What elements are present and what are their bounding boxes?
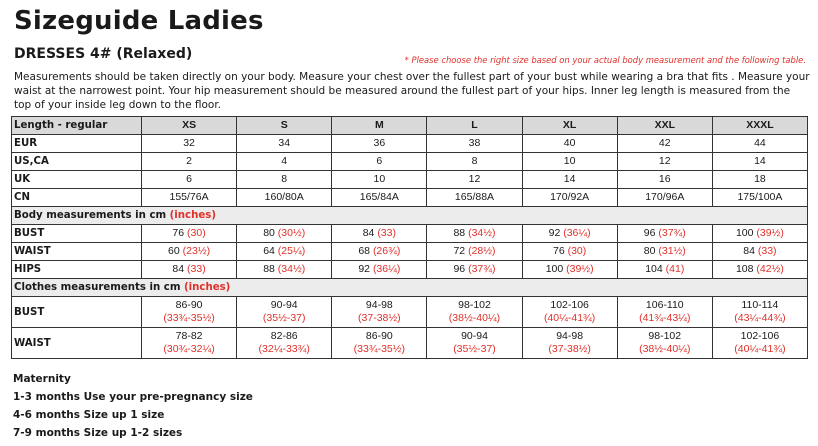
table-cell bbox=[617, 225, 712, 243]
table-cell bbox=[617, 328, 712, 359]
size-header: M bbox=[332, 117, 427, 135]
inch-value: (32¼-33¾) bbox=[258, 343, 310, 355]
table-row bbox=[12, 171, 808, 189]
table-cell: 4 bbox=[237, 153, 332, 171]
cm-value: 78-82 bbox=[175, 330, 203, 342]
cm-value: 98-102 bbox=[458, 299, 491, 311]
table-row bbox=[12, 328, 808, 359]
table-cell bbox=[712, 225, 807, 243]
table-cell: 38 bbox=[427, 135, 522, 153]
inch-value: (33¾-35½) bbox=[353, 343, 406, 355]
cm-value: 92 bbox=[358, 263, 371, 275]
table-cell: 165/84A bbox=[332, 189, 427, 207]
row-label: WAIST bbox=[12, 328, 142, 359]
cm-value: 110-114 bbox=[741, 299, 779, 311]
row-label: CN bbox=[12, 189, 142, 207]
cm-value: 84 bbox=[362, 227, 375, 239]
table-row bbox=[12, 135, 808, 153]
cm-value: 88 bbox=[453, 227, 466, 239]
product-subtitle: DRESSES 4# (Relaxed) bbox=[14, 46, 193, 62]
table-cell bbox=[142, 297, 237, 328]
table-cell bbox=[332, 243, 427, 261]
inch-value: (35½-37) bbox=[453, 343, 496, 355]
cm-value: 80 bbox=[643, 245, 656, 257]
table-cell bbox=[712, 328, 807, 359]
table-cell: 42 bbox=[617, 135, 712, 153]
table-cell: 160/80A bbox=[237, 189, 332, 207]
table-cell bbox=[427, 328, 522, 359]
cm-value: 76 bbox=[552, 245, 565, 257]
inch-value: (40¼-41¾) bbox=[543, 312, 596, 324]
table-cell bbox=[237, 243, 332, 261]
row-label: BUST bbox=[12, 297, 142, 328]
inch-value: (37¾) bbox=[658, 227, 686, 239]
size-header: XS bbox=[142, 117, 237, 135]
table-cell: 8 bbox=[237, 171, 332, 189]
row-label: UK bbox=[12, 171, 142, 189]
size-header: XXXL bbox=[712, 117, 807, 135]
table-cell bbox=[237, 328, 332, 359]
table-cell bbox=[522, 243, 617, 261]
table-cell bbox=[427, 297, 522, 328]
size-header: L bbox=[427, 117, 522, 135]
row-label: Length - regular bbox=[12, 117, 142, 135]
inch-value: (33) bbox=[187, 263, 206, 275]
table-cell: 2 bbox=[142, 153, 237, 171]
table-cell bbox=[617, 297, 712, 328]
table-cell bbox=[142, 261, 237, 279]
section-label: Clothes measurements in cm bbox=[14, 282, 185, 293]
table-cell bbox=[332, 297, 427, 328]
table-cell: 12 bbox=[617, 153, 712, 171]
table-cell: 170/92A bbox=[522, 189, 617, 207]
table-cell bbox=[712, 297, 807, 328]
cm-value: 100 bbox=[545, 263, 564, 275]
cm-value: 108 bbox=[735, 263, 754, 275]
table-cell bbox=[712, 243, 807, 261]
inch-value: (36¼) bbox=[372, 263, 401, 275]
table-cell: 40 bbox=[522, 135, 617, 153]
section-heading bbox=[12, 279, 808, 297]
table-row bbox=[12, 189, 808, 207]
maternity-section bbox=[13, 370, 253, 442]
inch-value: (25¼) bbox=[277, 245, 306, 257]
maternity-line: 7-9 months Size up 1-2 sizes bbox=[13, 427, 183, 439]
inch-value: (30) bbox=[567, 245, 587, 257]
inch-value: (42½) bbox=[756, 263, 784, 275]
table-cell bbox=[427, 225, 522, 243]
inch-value: (38½-40¼) bbox=[639, 343, 691, 355]
cm-value: 96 bbox=[453, 263, 466, 275]
table-cell bbox=[522, 225, 617, 243]
section-row bbox=[12, 207, 808, 225]
inch-value: (38½-40¼) bbox=[448, 312, 501, 324]
table-cell bbox=[427, 261, 522, 279]
inch-value: (37-38½) bbox=[548, 343, 591, 355]
maternity-line: 4-6 months Size up 1 size bbox=[13, 409, 165, 421]
inch-value: (37-38½) bbox=[358, 312, 401, 324]
section-unit: (inches) bbox=[169, 210, 216, 221]
table-cell: 34 bbox=[237, 135, 332, 153]
table-cell bbox=[142, 225, 237, 243]
table-cell: 170/96A bbox=[617, 189, 712, 207]
inch-value: (33) bbox=[377, 227, 396, 239]
inch-value: (31½) bbox=[658, 245, 686, 257]
table-cell bbox=[427, 243, 522, 261]
table-row bbox=[12, 297, 808, 328]
cm-value: 84 bbox=[743, 245, 755, 257]
inch-value: (41) bbox=[665, 263, 685, 275]
table-cell bbox=[617, 261, 712, 279]
inch-value: (39½) bbox=[756, 227, 784, 239]
size-table bbox=[11, 116, 808, 359]
table-cell bbox=[237, 225, 332, 243]
cm-value: 72 bbox=[453, 245, 466, 257]
inch-value: (23½) bbox=[182, 245, 211, 257]
row-label: HIPS bbox=[12, 261, 142, 279]
inch-value: (30½) bbox=[277, 227, 306, 239]
section-unit: (inches) bbox=[184, 282, 231, 293]
table-cell: 16 bbox=[617, 171, 712, 189]
inch-value: (33) bbox=[757, 245, 777, 257]
cm-value: 90-94 bbox=[461, 330, 488, 342]
table-cell bbox=[142, 328, 237, 359]
size-note: * Please choose the right size based on your actual body measurement and the following table. bbox=[404, 55, 806, 65]
table-cell bbox=[237, 297, 332, 328]
table-row bbox=[12, 243, 808, 261]
cm-value: 82-86 bbox=[270, 330, 298, 342]
table-row bbox=[12, 225, 808, 243]
page-title: Sizeguide Ladies bbox=[14, 6, 264, 36]
table-cell bbox=[142, 243, 237, 261]
inch-value: (36¼) bbox=[563, 227, 591, 239]
cm-value: 94-98 bbox=[556, 330, 584, 342]
cm-value: 94-98 bbox=[365, 299, 393, 311]
row-label: BUST bbox=[12, 225, 142, 243]
cm-value: 68 bbox=[358, 245, 371, 257]
table-cell: 165/88A bbox=[427, 189, 522, 207]
table-cell: 155/76A bbox=[142, 189, 237, 207]
table-cell bbox=[617, 243, 712, 261]
cm-value: 88 bbox=[263, 263, 275, 275]
section-row bbox=[12, 279, 808, 297]
table-cell: 6 bbox=[142, 171, 237, 189]
cm-value: 102-106 bbox=[550, 299, 589, 311]
table-cell: 14 bbox=[522, 171, 617, 189]
table-row bbox=[12, 261, 808, 279]
table-cell: 6 bbox=[332, 153, 427, 171]
table-cell bbox=[522, 261, 617, 279]
maternity-line: 1-3 months Use your pre-pregnancy size bbox=[13, 391, 253, 403]
cm-value: 84 bbox=[172, 263, 185, 275]
cm-value: 96 bbox=[643, 227, 656, 239]
table-cell bbox=[522, 328, 617, 359]
row-label: WAIST bbox=[12, 243, 142, 261]
row-label: US,CA bbox=[12, 153, 142, 171]
table-cell bbox=[332, 261, 427, 279]
size-header: XL bbox=[522, 117, 617, 135]
cm-value: 86-90 bbox=[175, 299, 203, 311]
table-cell: 10 bbox=[332, 171, 427, 189]
table-cell bbox=[712, 261, 807, 279]
inch-value: (30¾-32¼) bbox=[163, 343, 215, 355]
inch-value: (35½-37) bbox=[262, 312, 306, 324]
cm-value: 90-94 bbox=[270, 299, 298, 311]
table-cell bbox=[237, 261, 332, 279]
table-cell: 8 bbox=[427, 153, 522, 171]
size-header: S bbox=[237, 117, 332, 135]
inch-value: (40¼-41¾) bbox=[734, 343, 786, 355]
table-cell: 12 bbox=[427, 171, 522, 189]
table-cell bbox=[332, 225, 427, 243]
inch-value: (33¾-35½) bbox=[163, 312, 215, 324]
cm-value: 104 bbox=[645, 263, 663, 275]
inch-value: (34½) bbox=[468, 227, 496, 239]
cm-value: 98-102 bbox=[648, 330, 682, 342]
table-cell: 44 bbox=[712, 135, 807, 153]
size-header: XXL bbox=[617, 117, 712, 135]
cm-value: 60 bbox=[168, 245, 180, 257]
inch-value: (30) bbox=[187, 227, 206, 239]
cm-value: 80 bbox=[263, 227, 275, 239]
cm-value: 64 bbox=[263, 245, 275, 257]
inch-value: (41¾-43¼) bbox=[639, 312, 691, 324]
table-cell: 18 bbox=[712, 171, 807, 189]
table-cell: 175/100A bbox=[712, 189, 807, 207]
table-cell: 32 bbox=[142, 135, 237, 153]
inch-value: (37¾) bbox=[468, 263, 496, 275]
table-cell: 14 bbox=[712, 153, 807, 171]
cm-value: 76 bbox=[172, 227, 185, 239]
cm-value: 100 bbox=[735, 227, 754, 239]
table-row bbox=[12, 153, 808, 171]
inch-value: (26¾) bbox=[372, 245, 401, 257]
table-cell bbox=[332, 328, 427, 359]
maternity-title: Maternity bbox=[13, 373, 71, 385]
cm-value: 106-110 bbox=[645, 299, 684, 311]
table-cell: 10 bbox=[522, 153, 617, 171]
section-heading bbox=[12, 207, 808, 225]
inch-value: (43¼-44¾) bbox=[734, 312, 786, 324]
inch-value: (39½) bbox=[566, 263, 594, 275]
intro-text: Measurements should be taken directly on your body. Measure your chest over the fullest part of your bust while wearing a bra that fits . Measure your waist at the narrowest point. Your hip measurement should be measured around the fullest part of your hips. Inner leg length is measured from the top of your inside leg down to the floor. bbox=[14, 71, 810, 111]
row-label: EUR bbox=[12, 135, 142, 153]
table-header-row bbox=[12, 117, 808, 135]
cm-value: 102-106 bbox=[740, 330, 780, 342]
table-cell bbox=[522, 297, 617, 328]
cm-value: 86-90 bbox=[365, 330, 393, 342]
inch-value: (28½) bbox=[468, 245, 496, 257]
cm-value: 92 bbox=[548, 227, 561, 239]
table-cell: 36 bbox=[332, 135, 427, 153]
section-label: Body measurements in cm bbox=[14, 210, 170, 221]
inch-value: (34½) bbox=[277, 263, 306, 275]
